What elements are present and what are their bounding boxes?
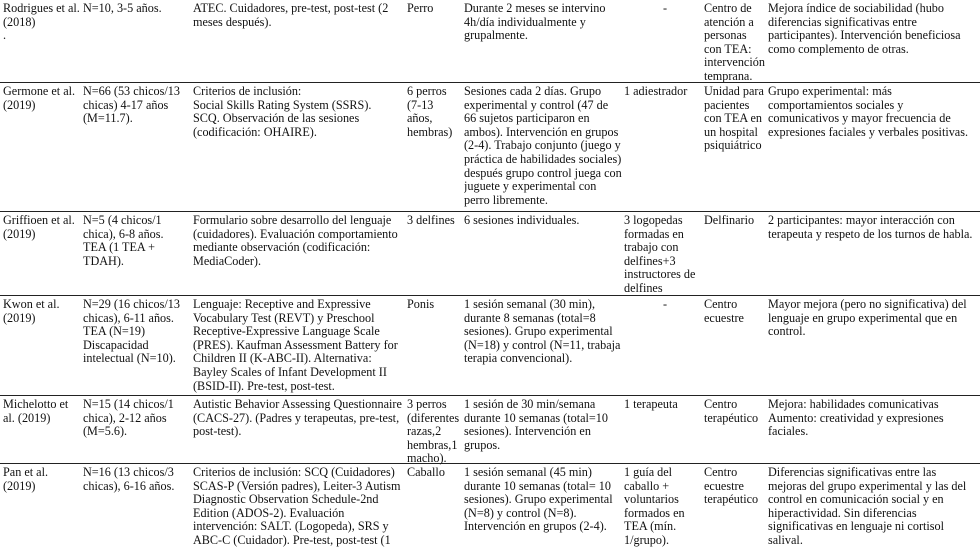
- professionals-cell: -: [662, 2, 668, 15]
- animal-cell: Ponis: [407, 298, 435, 311]
- setting-cell: Unidad para pacientes con TEA en un hospital psiquiátrico: [704, 85, 764, 153]
- results-cell: 2 participantes: mayor interacción con terapeuta y respeto de los turnos de habla.: [768, 214, 973, 241]
- results-cell: Mayor mejora (pero no significativa) del lenguaje en grupo experimental que en control.: [768, 298, 967, 339]
- animal-cell: 3 delfines: [407, 214, 455, 227]
- animal-cell: 6 perros (7-13 años, hembras): [407, 85, 453, 139]
- animal-cell: 3 perros (diferentes razas,2 hembras,1 macho).: [407, 398, 459, 466]
- setting-cell: Centro ecuestre terapéutico: [704, 466, 759, 507]
- author-cell: Rodrigues et al. (2018) .: [3, 2, 80, 43]
- professionals-cell: 1 terapeuta: [624, 398, 678, 411]
- author-cell: Michelotto et al. (2019): [3, 398, 69, 425]
- results-cell: Mejora índice de sociabilidad (hubo diferencias significativas entre participantes). Intervención beneficiosa como complemento de otras.: [768, 2, 961, 56]
- procedure-cell: 6 sesiones individuales.: [464, 214, 580, 227]
- table-row: [0, 82, 980, 212]
- instruments-cell: Criterios de inclusión: Social Skills Rating System (SSRS). SCQ. Observación de las sesiones (codificación: OHAIRE).: [193, 85, 372, 139]
- professionals-cell: -: [662, 298, 668, 311]
- sample-cell: N=66 (53 chicos/13 chicas) 4-17 años (M=11.7).: [83, 85, 180, 126]
- procedure-cell: Durante 2 meses se intervino 4h/día individualmente y grupalmente.: [464, 2, 606, 43]
- setting-cell: Centro ecuestre: [704, 298, 744, 325]
- sample-cell: N=5 (4 chicos/1 chica), 6-8 años. TEA (1 TEA + TDAH).: [83, 214, 164, 268]
- procedure-cell: 1 sesión de 30 min/semana durante 10 semanas (total=10 sesiones). Intervención en grupos.: [464, 398, 608, 452]
- table-row: [0, 211, 980, 296]
- instruments-cell: ATEC. Cuidadores, pre-test, post-test (2 meses después).: [193, 2, 389, 29]
- author-cell: Germone et al. (2019): [3, 85, 76, 112]
- professionals-cell: 1 adiestrador: [624, 85, 688, 98]
- author-cell: Kwon et al. (2019): [3, 298, 60, 325]
- procedure-cell: Sesiones cada 2 días. Grupo experimental y control (47 de 66 sujetos participaron en ambos). Intervención en grupos (2-4). Trabajo conjunto (juego y práctica de habilidades sociales) después grupo control juega con juguete y experimental con perro libremente.: [464, 85, 622, 207]
- procedure-cell: 1 sesión semanal (45 min) durante 10 semanas (total= 10 sesiones). Grupo experimental (N=8) y control (N=8). Intervención en grupos (2-4).: [464, 466, 613, 534]
- table-row: [0, 295, 980, 396]
- professionals-cell: 3 logopedas formadas en trabajo con delfines+3 instructores de delfines: [624, 214, 696, 295]
- instruments-cell: Formulario sobre desarrollo del lenguaje (cuidadores). Evaluación comportamiento mediante observación (codificación: MediaCoder).: [193, 214, 398, 268]
- animal-cell: Caballo: [407, 466, 445, 479]
- sample-cell: N=15 (14 chicos/1 chica), 2-12 años (M=5.6).: [83, 398, 174, 439]
- sample-cell: N=10, 3-5 años.: [83, 2, 162, 15]
- instruments-cell: Criterios de inclusión: SCQ (Cuidadores) SCAS-P (Versión padres), Leiter-3 Autism Diagnostic Observation Schedule-2nd Edition (ADOS-2). Evaluación intervención: SALT. (Logopeda), SRS y ABC-C (Cuidador). Pre-test, post-test (1: [193, 466, 401, 547]
- instruments-cell: Lenguaje: Receptive and Expressive Vocabulary Test (REVT) y Preschool Receptive-Expressive Language Scale (PRES). Kaufman Assessment Battery for Children II (K-ABC-II). Alternativa: Bayley Scales of Infant Development II (BSID-II). Pre-test, post-test.: [193, 298, 398, 393]
- setting-cell: Centro terapéutico: [704, 398, 759, 425]
- author-cell: Griffioen et al. (2019): [3, 214, 75, 241]
- results-cell: Diferencias significativas entre las mejoras del grupo experimental y las del control en comunicación social y en hiperactividad. Sin diferencias significativas en lenguaje ni cortisol salival.: [768, 466, 967, 547]
- table-row: [0, 395, 980, 464]
- table-row: [0, 463, 980, 553]
- author-cell: Pan et al. (2019): [3, 466, 49, 493]
- table-row: [0, 0, 980, 82]
- setting-cell: Centro de atención a personas con TEA: intervención temprana.: [704, 2, 765, 83]
- instruments-cell: Autistic Behavior Assessing Questionnaire (CACS-27). (Padres y terapeutas, pre-test, post-test).: [193, 398, 402, 439]
- sample-cell: N=29 (16 chicos/13 chicas), 6-11 años. TEA (N=19) Discapacidad intelectual (N=10).: [83, 298, 180, 366]
- procedure-cell: 1 sesión semanal (30 min), durante 8 semanas (total=8 sesiones). Grupo experimental (N=18) y control (N=11, trabaja terapia convencional).: [464, 298, 621, 366]
- results-cell: Grupo experimental: más comportamientos sociales y comunicativos y mayor frecuencia de expresiones faciales y verbales positivas.: [768, 85, 969, 139]
- sample-cell: N=16 (13 chicos/3 chicas), 6-16 años.: [83, 466, 175, 493]
- professionals-cell: 1 guía del caballo + voluntarios formados en TEA (mín. 1/grupo).: [624, 466, 685, 547]
- animal-cell: Perro: [407, 2, 434, 15]
- results-cell: Mejora: habilidades comunicativas Aumento: creatividad y expresiones faciales.: [768, 398, 944, 439]
- setting-cell: Delfinario: [704, 214, 755, 227]
